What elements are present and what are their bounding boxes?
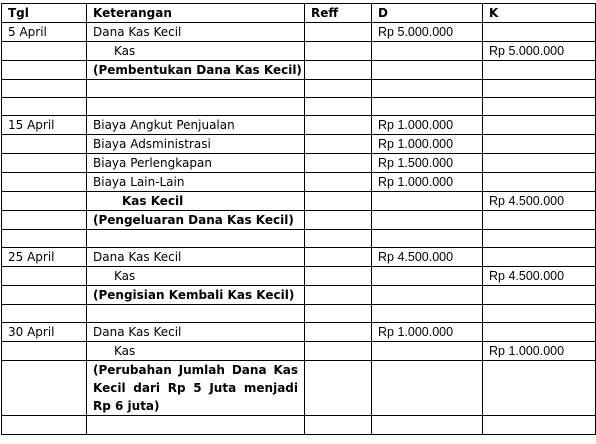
description-cell: Biaya Perlengkapan	[87, 154, 305, 173]
table-row	[2, 98, 596, 116]
reference-cell	[305, 192, 372, 211]
table-row	[2, 342, 596, 361]
reference-cell	[305, 211, 372, 230]
date-cell: 15 April	[2, 116, 87, 135]
date-cell	[2, 416, 87, 435]
credit-cell: Rp 1.000.000	[483, 342, 596, 361]
reference-cell	[305, 230, 372, 248]
debit-cell: Rp 1.000.000	[372, 173, 483, 192]
debit-cell: Rp 1.500.000	[372, 154, 483, 173]
date-cell	[2, 305, 87, 323]
table-row	[2, 305, 596, 323]
date-cell	[2, 154, 87, 173]
table-row	[2, 361, 596, 416]
credit-cell	[483, 135, 596, 154]
description-cell: (Perubahan Jumlah Dana Kas Kecil dari Rp 5 Juta menjadi Rp 6 juta)	[87, 361, 305, 416]
reference-cell	[305, 135, 372, 154]
description-cell	[87, 80, 305, 98]
description-cell	[87, 416, 305, 435]
journal-table	[1, 3, 596, 435]
credit-cell	[483, 323, 596, 342]
credit-cell	[483, 211, 596, 230]
debit-cell	[372, 230, 483, 248]
credit-cell	[483, 230, 596, 248]
date-cell	[2, 342, 87, 361]
table-row	[2, 248, 596, 267]
date-cell	[2, 61, 87, 80]
reference-cell	[305, 61, 372, 80]
table-row	[2, 230, 596, 248]
table-row	[2, 286, 596, 305]
col-header-date: Tgl	[2, 4, 87, 23]
description-cell: Biaya Lain-Lain	[87, 173, 305, 192]
date-cell	[2, 98, 87, 116]
description-cell: Kas	[87, 42, 305, 61]
description-cell: (Pengisian Kembali Kas Kecil)	[87, 286, 305, 305]
credit-cell	[483, 248, 596, 267]
credit-cell	[483, 154, 596, 173]
debit-cell	[372, 416, 483, 435]
credit-cell	[483, 286, 596, 305]
description-cell: Dana Kas Kecil	[87, 323, 305, 342]
reference-cell	[305, 361, 372, 416]
journal-body	[2, 23, 596, 435]
table-row	[2, 192, 596, 211]
date-cell	[2, 42, 87, 61]
date-cell	[2, 286, 87, 305]
reference-cell	[305, 98, 372, 116]
table-row	[2, 267, 596, 286]
table-row	[2, 323, 596, 342]
debit-cell: Rp 1.000.000	[372, 323, 483, 342]
credit-cell	[483, 361, 596, 416]
reference-cell	[305, 286, 372, 305]
reference-cell	[305, 342, 372, 361]
description-cell: Biaya Adsministrasi	[87, 135, 305, 154]
table-row	[2, 135, 596, 154]
credit-cell	[483, 61, 596, 80]
reference-cell	[305, 173, 372, 192]
description-cell: (Pembentukan Dana Kas Kecil)	[87, 61, 305, 80]
credit-cell	[483, 80, 596, 98]
table-row	[2, 173, 596, 192]
debit-cell	[372, 286, 483, 305]
credit-cell: Rp 4.500.000	[483, 192, 596, 211]
date-cell: 5 April	[2, 23, 87, 42]
reference-cell	[305, 323, 372, 342]
debit-cell	[372, 98, 483, 116]
debit-cell	[372, 192, 483, 211]
debit-cell: Rp 5.000.000	[372, 23, 483, 42]
date-cell	[2, 80, 87, 98]
debit-cell	[372, 361, 483, 416]
table-row	[2, 23, 596, 42]
table-row	[2, 211, 596, 230]
debit-cell	[372, 211, 483, 230]
col-header-description: Keterangan	[87, 4, 305, 23]
date-cell	[2, 135, 87, 154]
date-cell	[2, 211, 87, 230]
date-cell	[2, 192, 87, 211]
date-cell	[2, 361, 87, 416]
debit-cell	[372, 42, 483, 61]
debit-cell	[372, 342, 483, 361]
debit-cell	[372, 61, 483, 80]
description-cell: Kas	[87, 342, 305, 361]
date-cell	[2, 230, 87, 248]
debit-cell: Rp 1.000.000	[372, 135, 483, 154]
col-header-reference: Reff	[305, 4, 372, 23]
date-cell: 30 April	[2, 323, 87, 342]
debit-cell: Rp 4.500.000	[372, 248, 483, 267]
credit-cell	[483, 416, 596, 435]
description-cell	[87, 98, 305, 116]
description-cell: (Pengeluaran Dana Kas Kecil)	[87, 211, 305, 230]
table-row	[2, 42, 596, 61]
reference-cell	[305, 23, 372, 42]
date-cell	[2, 173, 87, 192]
reference-cell	[305, 267, 372, 286]
date-cell	[2, 267, 87, 286]
table-row	[2, 416, 596, 435]
credit-cell: Rp 5.000.000	[483, 42, 596, 61]
description-cell: Dana Kas Kecil	[87, 23, 305, 42]
reference-cell	[305, 416, 372, 435]
debit-cell	[372, 305, 483, 323]
credit-cell	[483, 23, 596, 42]
table-row	[2, 61, 596, 80]
debit-cell	[372, 267, 483, 286]
col-header-credit: K	[483, 4, 596, 23]
reference-cell	[305, 42, 372, 61]
description-cell	[87, 305, 305, 323]
date-cell: 25 April	[2, 248, 87, 267]
reference-cell	[305, 116, 372, 135]
reference-cell	[305, 305, 372, 323]
debit-cell	[372, 80, 483, 98]
header-row	[2, 4, 596, 23]
credit-cell	[483, 305, 596, 323]
description-cell: Kas Kecil	[87, 192, 305, 211]
reference-cell	[305, 154, 372, 173]
table-row	[2, 116, 596, 135]
credit-cell	[483, 173, 596, 192]
description-cell: Biaya Angkut Penjualan	[87, 116, 305, 135]
credit-cell: Rp 4.500.000	[483, 267, 596, 286]
table-row	[2, 80, 596, 98]
col-header-debit: D	[372, 4, 483, 23]
description-cell: Dana Kas Kecil	[87, 248, 305, 267]
table-row	[2, 154, 596, 173]
reference-cell	[305, 248, 372, 267]
reference-cell	[305, 80, 372, 98]
credit-cell	[483, 116, 596, 135]
description-cell: Kas	[87, 267, 305, 286]
debit-cell: Rp 1.000.000	[372, 116, 483, 135]
credit-cell	[483, 98, 596, 116]
description-cell	[87, 230, 305, 248]
